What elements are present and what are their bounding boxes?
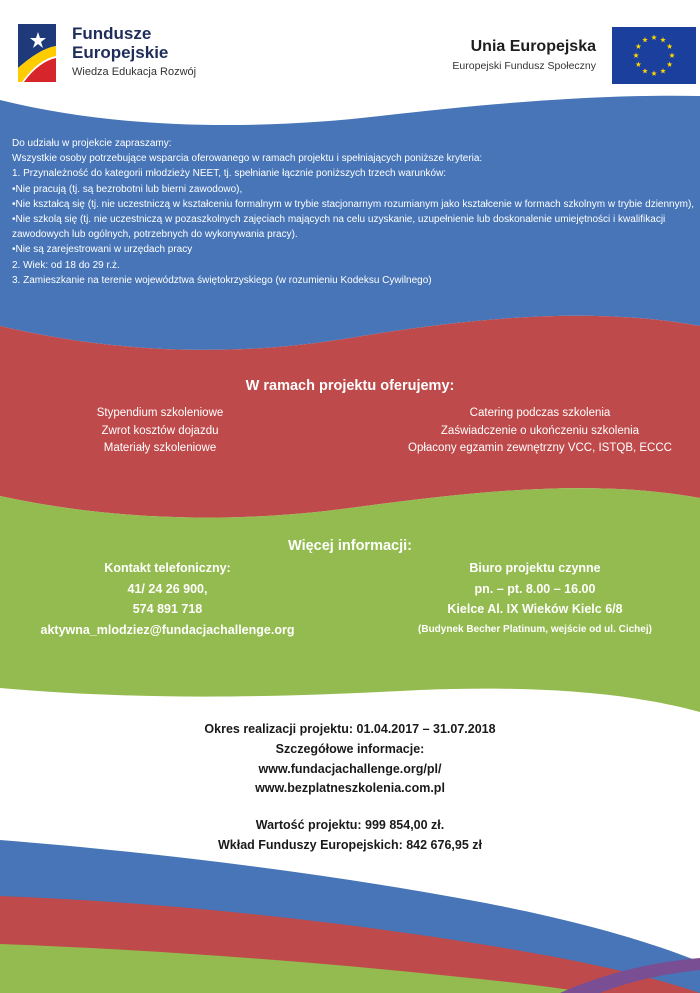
- eligibility-line: Do udziału w projekcie zapraszamy:: [12, 138, 172, 149]
- eligibility-line: 1. Przynależność do kategorii młodzieży NEET, tj. spełnianie łącznie poniższych trzech warunków:: [12, 168, 447, 180]
- offer-right-list: [380, 405, 700, 458]
- offer-item: Zwrot kosztów dojazdu: [101, 424, 219, 437]
- fe-subtitle: Wiedza Edukacja Rozwój: [72, 66, 197, 78]
- eligibility-section: [12, 136, 698, 288]
- eligibility-line: 2. Wiek: od 18 do 29 r.ż.: [12, 259, 120, 271]
- eligibility-line: •Nie kształcą się (tj. nie uczestniczą w kształceniu formalnym w trybie stacjonarnym rozumianym jako kształcenie w formach szkolnym w trybie dziennym),: [12, 198, 695, 210]
- office-block: [370, 558, 700, 640]
- eligibility-line: •Nie pracują (tj. są bezrobotni lub bierni zawodowo),: [12, 183, 243, 195]
- eligibility-line: 3. Zamieszkanie na terenie województwa świętokrzyskiego (w rozumieniu Kodeksu Cywilnego): [12, 274, 432, 286]
- eligibility-line: Wszystkie osoby potrzebujące wsparcia oferowanego w ramach projektu i spełniających poniższe kryteria:: [12, 153, 483, 165]
- offer-item: Zaświadczenie o ukończeniu szkolenia: [440, 424, 640, 437]
- eligibility-line: •Nie szkolą się (tj. nie uczestniczą w pozaszkolnych zajęciach mających na celu uzyskanie, uzupełnienie lub doskonalenie umiejętności i kwalifikacji zawodowych lub ogólnych, potrzebnych do wykonywania pracy).: [12, 214, 666, 241]
- efs-name: Europejski Fundusz Społeczny: [452, 60, 596, 72]
- office-address: Kielce Al. IX Wieków Kielc 6/8: [447, 602, 623, 616]
- offer-item: Materiały szkoleniowe: [103, 442, 217, 454]
- office-hours: pn. – pt. 8.00 – 16.00: [474, 581, 596, 596]
- office-note: (Budynek Becher Platinum, wejście od ul. Cichej): [418, 623, 652, 635]
- info-title: Więcej informacji:: [288, 538, 412, 554]
- offer-left-list: [60, 405, 260, 458]
- fundusze-europejskie-logo-icon: [16, 22, 66, 84]
- eu-contribution: Wkład Funduszy Europejskich: 842 676,95 zł: [218, 837, 482, 852]
- fe-title-line-2: Europejskie: [72, 43, 169, 62]
- offer-item: Catering podczas szkolenia: [469, 407, 611, 419]
- eligibility-line: •Nie są zarejestrowani w urzędach pracy: [12, 244, 193, 256]
- project-details: [0, 720, 700, 856]
- eu-flag-icon: [612, 27, 696, 84]
- fundusze-europejskie-title: [72, 24, 168, 62]
- contact-label: Kontakt telefoniczny:: [104, 561, 231, 575]
- offer-title: W ramach projektu oferujemy:: [245, 378, 455, 394]
- contact-block: [0, 558, 335, 640]
- details-label: Szczegółowe informacje:: [275, 741, 425, 756]
- website-link-2[interactable]: www.bezplatneszkolenia.com.pl: [255, 781, 445, 796]
- email-link[interactable]: aktywna_mlodziez@fundacjachallenge.org: [40, 622, 295, 637]
- spacer: [0, 799, 700, 816]
- project-period: Okres realizacji projektu: 01.04.2017 – 31.07.2018: [204, 722, 496, 736]
- phone-2[interactable]: 574 891 718: [132, 602, 203, 616]
- website-link-1[interactable]: www.fundacjachallenge.org/pl/: [258, 761, 442, 776]
- unia-europejska-name: Unia Europejska: [470, 38, 596, 55]
- fe-title-line-1: Fundusze: [72, 24, 152, 43]
- offer-item: Stypendium szkoleniowe: [96, 407, 224, 419]
- project-value: Wartość projektu: 999 854,00 zł.: [255, 818, 445, 833]
- office-label: Biuro projektu czynne: [469, 561, 601, 575]
- phone-1[interactable]: 41/ 24 26 900,: [127, 581, 208, 596]
- offer-item: Opłacony egzamin zewnętrzny VCC, ISTQB, ECCC: [408, 442, 672, 454]
